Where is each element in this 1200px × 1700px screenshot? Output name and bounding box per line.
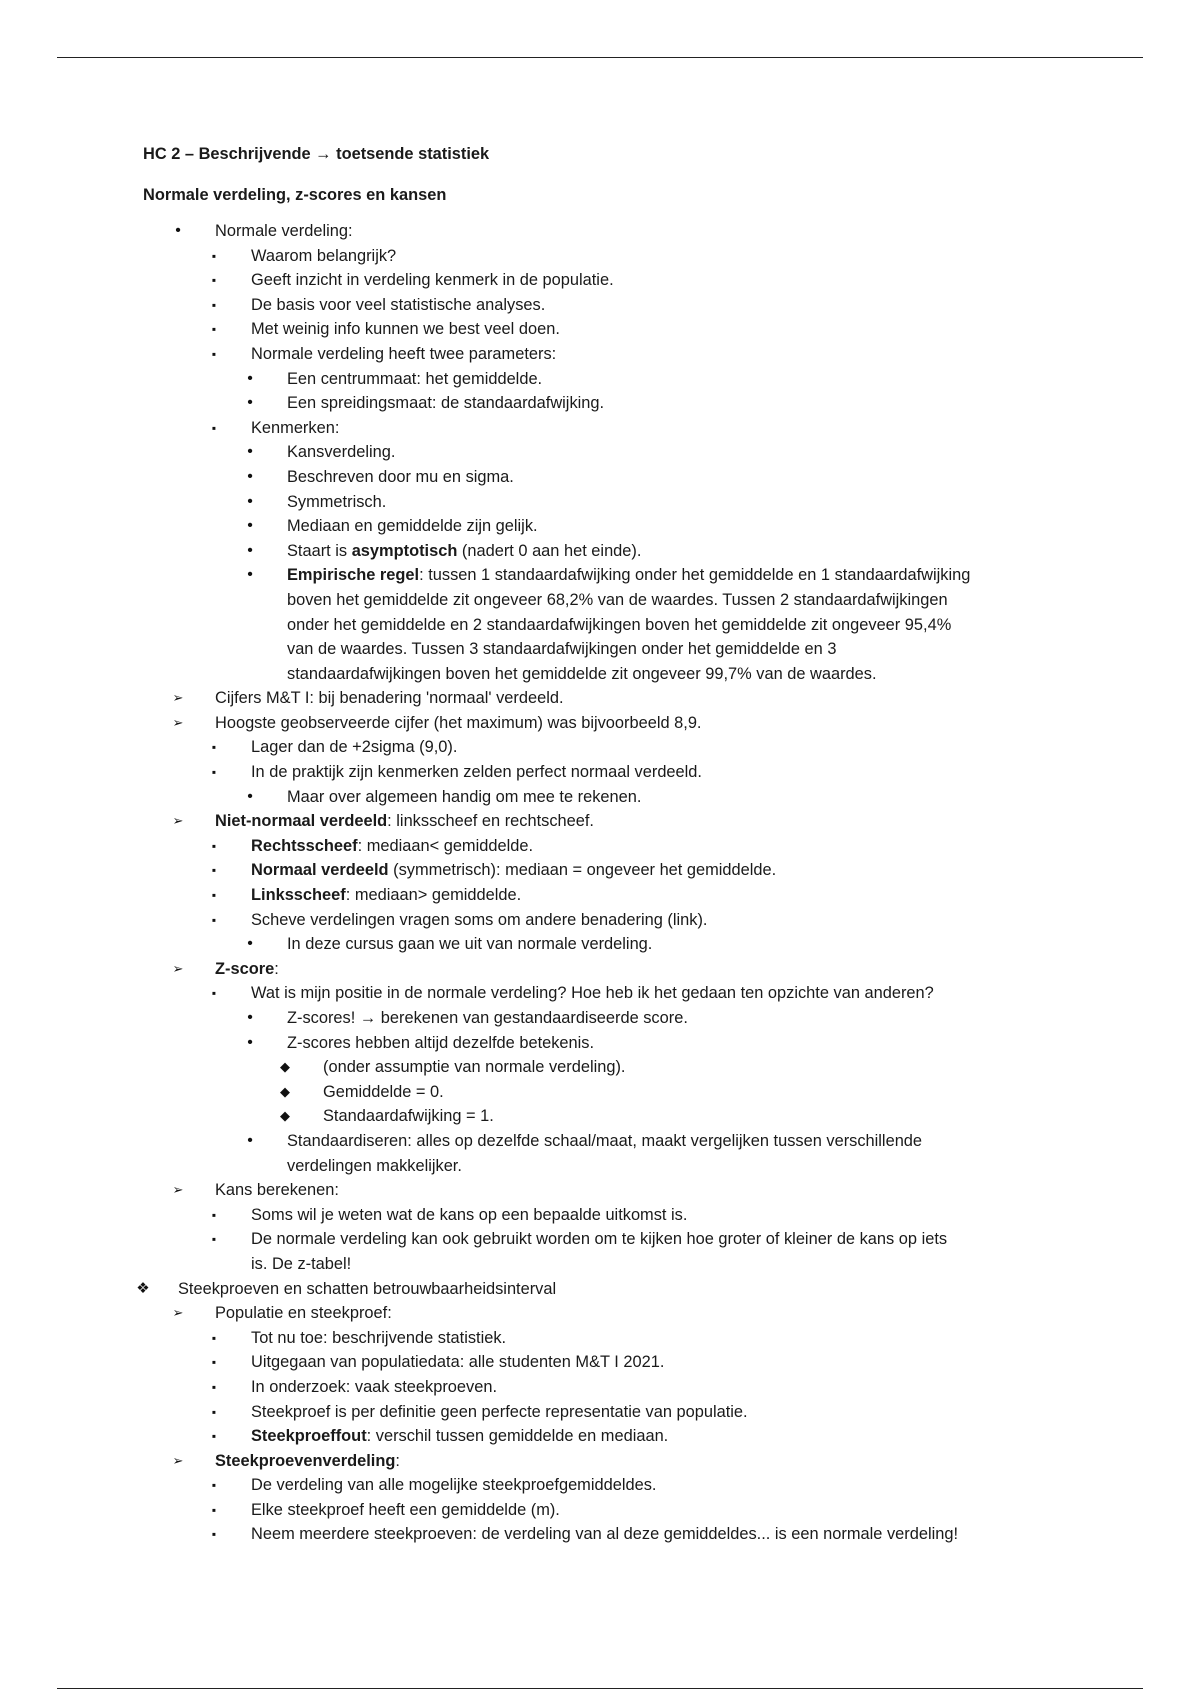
item-text: Maar over algemeen handig om mee te rekenen. [287, 787, 642, 806]
bold-term: Normaal verdeeld [251, 861, 389, 880]
bullet-square-icon: ▪ [211, 346, 217, 361]
bullet-dot-icon: • [247, 369, 253, 387]
list-item [143, 1400, 1063, 1425]
bullet-arrow-icon: ➢ [172, 714, 184, 730]
bullet-diamond-icon: ◆ [280, 1059, 290, 1075]
item-text: Z-scores hebben altijd dezelfde betekenis. [287, 1033, 595, 1052]
bold-term: Empirische regel [287, 566, 420, 585]
bullet-diamond-icon: ◆ [280, 1083, 290, 1099]
list-item [143, 416, 1063, 441]
bullet-dot-icon: • [247, 1009, 253, 1026]
list-item [143, 1104, 1063, 1129]
list-item [143, 662, 1063, 687]
list-item [143, 440, 1063, 465]
bullet-square-icon: ▪ [211, 838, 217, 853]
list-item [143, 539, 1063, 564]
list-item [143, 637, 1063, 662]
footer-rule [57, 1688, 1143, 1689]
item-text: Geeft inzicht in verdeling kenmerk in de populatie. [251, 271, 614, 290]
bullet-square-icon: ▪ [211, 1429, 217, 1444]
item-text: (symmetrisch): mediaan = ongeveer het gemiddelde. [388, 861, 777, 880]
list-item [143, 686, 1063, 711]
item-text: : mediaan> gemiddelde. [345, 886, 522, 905]
item-text: Tot nu toe: beschrijvende statistiek. [251, 1328, 507, 1347]
list-item [143, 268, 1063, 293]
list-item [143, 785, 1063, 810]
bullet-arrow-icon: ➢ [172, 1305, 184, 1321]
item-text: Normale verdeling: [215, 222, 353, 240]
list-item [143, 1326, 1063, 1351]
bullet-dot-icon: • [247, 443, 253, 461]
item-text: De normale verdeling kan ook gebruikt worden om te kijken hoe groter of kleiner de kans op iets [251, 1230, 948, 1249]
item-text: Symmetrisch. [287, 492, 387, 511]
list-item [143, 1424, 1063, 1449]
bold-term: Steekproeffout [251, 1427, 367, 1446]
item-text: Neem meerdere steekproeven: de verdeling van al deze gemiddeldes... is een normale verdeling! [251, 1525, 959, 1544]
bullet-dot-icon: • [247, 566, 253, 584]
bullet-square-icon: ▪ [211, 1478, 217, 1493]
item-text: : [274, 959, 279, 978]
bold-term: asymptotisch [351, 541, 458, 560]
bullet-arrow-icon: ➢ [172, 960, 184, 976]
list-item [143, 1449, 1063, 1474]
bullet-dot-icon: • [247, 467, 253, 485]
list-item [143, 219, 1063, 244]
document-body [136, 142, 1063, 1547]
list-item [143, 1154, 1063, 1179]
item-text: Kenmerken: [251, 418, 340, 437]
item-text: Elke steekproef heeft een gemiddelde (m). [251, 1500, 560, 1519]
bold-term: Steekproevenverdeling [215, 1451, 396, 1470]
item-text: onder het gemiddelde en 2 standaardafwijkingen boven het gemiddelde zit ongeveer 95,4% [287, 615, 952, 634]
list-item [143, 1301, 1063, 1326]
item-text: standaardafwijkingen boven het gemiddelde zit ongeveer 99,7% van de waardes. [287, 664, 877, 683]
item-text: Standaardafwijking = 1. [323, 1107, 494, 1126]
list-item [143, 932, 1063, 957]
list-item [143, 957, 1063, 982]
list-item [143, 514, 1063, 539]
list-item [143, 1178, 1063, 1203]
list-item [143, 1227, 1063, 1252]
item-text: Kansverdeling. [287, 443, 396, 462]
bullet-dot-icon: • [247, 541, 253, 559]
bullet-square-icon: ▪ [211, 1379, 217, 1394]
item-text: : [395, 1451, 400, 1470]
list-item [143, 1129, 1063, 1154]
item-text: Standaardiseren: alles op dezelfde schaal/maat, maakt vergelijken tussen verschillende [287, 1131, 923, 1150]
item-text: Gemiddelde = 0. [323, 1082, 444, 1101]
list-item [143, 1252, 1063, 1277]
bullet-square-icon: ▪ [211, 986, 217, 1001]
list-item [143, 391, 1063, 416]
list-item [143, 711, 1063, 736]
bullet-square-icon: ▪ [211, 322, 217, 337]
item-text: : mediaan< gemiddelde. [357, 836, 534, 855]
item-text: Waarom belangrijk? [251, 246, 397, 265]
item-text: De verdeling van alle mogelijke steekproefgemiddeldes. [251, 1476, 657, 1495]
item-text: Een centrummaat: het gemiddelde. [287, 369, 543, 388]
item-text: : verschil tussen gemiddelde en mediaan. [366, 1427, 669, 1446]
item-text: In de praktijk zijn kenmerken zelden perfect normaal verdeeld. [251, 763, 702, 782]
list-item [143, 588, 1063, 613]
bullet-square-icon: ▪ [211, 863, 217, 878]
item-text: Normale verdeling heeft twee parameters: [251, 344, 557, 363]
item-text: boven het gemiddelde zit ongeveer 68,2% van de waardes. Tussen 2 standaardafwijkingen [287, 590, 948, 609]
list-item [143, 858, 1063, 883]
bullet-square-icon: ▪ [211, 1232, 217, 1247]
bullet-dot-icon: • [247, 787, 253, 805]
list-item [143, 317, 1063, 342]
bullet-arrow-icon: ➢ [172, 690, 184, 706]
item-text: Wat is mijn positie in de normale verdeling? Hoe heb ik het gedaan ten opzichte van anderen? [251, 984, 934, 1003]
list-item [143, 735, 1063, 760]
bullet-square-icon: ▪ [211, 420, 217, 435]
list-item [143, 1031, 1063, 1056]
list-item [143, 834, 1063, 859]
bullet-arrow-icon: ➢ [172, 1182, 184, 1198]
item-text: Steekproeven en schatten betrouwbaarheidsinterval [178, 1279, 557, 1298]
bullet-square-icon: ▪ [211, 888, 217, 903]
bold-term: Linksscheef [251, 886, 346, 905]
bullet-dot-icon: • [175, 222, 181, 239]
item-text: is. De z-tabel! [251, 1254, 352, 1273]
item-text: Soms wil je weten wat de kans op een bepaalde uitkomst is. [251, 1205, 688, 1224]
bullet-square-icon: ▪ [211, 1527, 217, 1542]
bullet-dot-icon: • [247, 1033, 253, 1051]
bullet-square-icon: ▪ [211, 1404, 217, 1419]
item-text: Z-scores! → berekenen van gestandaardiseerde score. [287, 1009, 688, 1027]
item-text: Met weinig info kunnen we best veel doen. [251, 320, 560, 339]
list-item [143, 1498, 1063, 1523]
bullet-cross-icon: ❖ [136, 1279, 150, 1297]
list-item [143, 342, 1063, 367]
bullet-dot-icon: • [247, 492, 253, 510]
list-item [143, 883, 1063, 908]
item-text: Steekproef is per definitie geen perfecte representatie van populatie. [251, 1402, 748, 1421]
list-item [143, 1080, 1063, 1105]
bullet-dot-icon: • [247, 517, 253, 535]
item-text: In onderzoek: vaak steekproeven. [251, 1377, 498, 1396]
item-text: Een spreidingsmaat: de standaardafwijking. [287, 394, 605, 413]
list-item [143, 465, 1063, 490]
item-text: De basis voor veel statistische analyses. [251, 295, 546, 314]
list-item [143, 1006, 1063, 1031]
list-item [143, 1375, 1063, 1400]
list-item [143, 1055, 1063, 1080]
bullet-square-icon: ▪ [211, 248, 217, 263]
bullet-square-icon: ▪ [211, 273, 217, 288]
bullet-square-icon: ▪ [211, 765, 217, 780]
bold-term: Niet-normaal verdeeld [215, 812, 388, 831]
item-text: Cijfers M&T I: bij benadering 'normaal' verdeeld. [215, 689, 564, 708]
list-item [143, 1473, 1063, 1498]
outline-list [136, 219, 1063, 1547]
list-item [143, 760, 1063, 785]
bullet-arrow-icon: ➢ [172, 813, 184, 829]
item-text: (onder assumptie van normale verdeling). [323, 1058, 626, 1077]
item-text: van de waardes. Tussen 3 standaardafwijkingen onder het gemiddelde en 3 [287, 640, 837, 659]
bullet-diamond-icon: ◆ [280, 1108, 290, 1124]
list-item [143, 1350, 1063, 1375]
list-item [143, 244, 1063, 269]
item-text: Populatie en steekproef: [215, 1304, 392, 1323]
item-text: Beschreven door mu en sigma. [287, 467, 514, 486]
item-text: Lager dan de +2sigma (9,0). [251, 738, 458, 757]
item-text: Scheve verdelingen vragen soms om andere benadering (link). [251, 910, 708, 929]
item-text: Kans berekenen: [215, 1181, 339, 1200]
bullet-dot-icon: • [247, 935, 253, 953]
list-item [136, 1277, 1063, 1302]
item-text: : linksscheef en rechtscheef. [387, 812, 594, 831]
list-item [143, 563, 1063, 588]
list-item [143, 908, 1063, 933]
item-text: : tussen 1 standaardafwijking onder het gemiddelde en 1 standaardafwijking [419, 566, 971, 585]
list-item [143, 1203, 1063, 1228]
bullet-dot-icon: • [247, 1131, 253, 1149]
item-text: Mediaan en gemiddelde zijn gelijk. [287, 517, 538, 536]
section-heading: Normale verdeling, z-scores en kansen [143, 186, 447, 204]
document-title: HC 2 – Beschrijvende → toetsende statistiek [143, 145, 490, 163]
bullet-square-icon: ▪ [211, 740, 217, 755]
header-rule [57, 57, 1143, 58]
bullet-arrow-icon: ➢ [172, 1452, 184, 1468]
bullet-square-icon: ▪ [211, 1330, 217, 1345]
item-text: Uitgegaan van populatiedata: alle studenten M&T I 2021. [251, 1353, 665, 1372]
list-item [143, 367, 1063, 392]
item-text: Hoogste geobserveerde cijfer (het maximum) was bijvoorbeeld 8,9. [215, 713, 702, 732]
bullet-square-icon: ▪ [211, 1502, 217, 1517]
bold-term: Rechtsscheef [251, 836, 358, 855]
list-item [143, 613, 1063, 638]
list-item [143, 1522, 1063, 1547]
list-item [143, 981, 1063, 1006]
bullet-dot-icon: • [247, 394, 253, 412]
bullet-square-icon: ▪ [211, 1355, 217, 1370]
item-text: In deze cursus gaan we uit van normale verdeling. [287, 935, 653, 954]
item-text: verdelingen makkelijker. [287, 1156, 462, 1175]
item-text: (nadert 0 aan het einde). [457, 541, 642, 560]
item-text: Staart is [287, 541, 352, 560]
list-item [143, 293, 1063, 318]
bullet-square-icon: ▪ [211, 1207, 217, 1222]
bold-term: Z-score [215, 959, 275, 978]
bullet-square-icon: ▪ [211, 912, 217, 927]
list-item [143, 809, 1063, 834]
bullet-square-icon: ▪ [211, 297, 217, 312]
list-item [143, 490, 1063, 515]
